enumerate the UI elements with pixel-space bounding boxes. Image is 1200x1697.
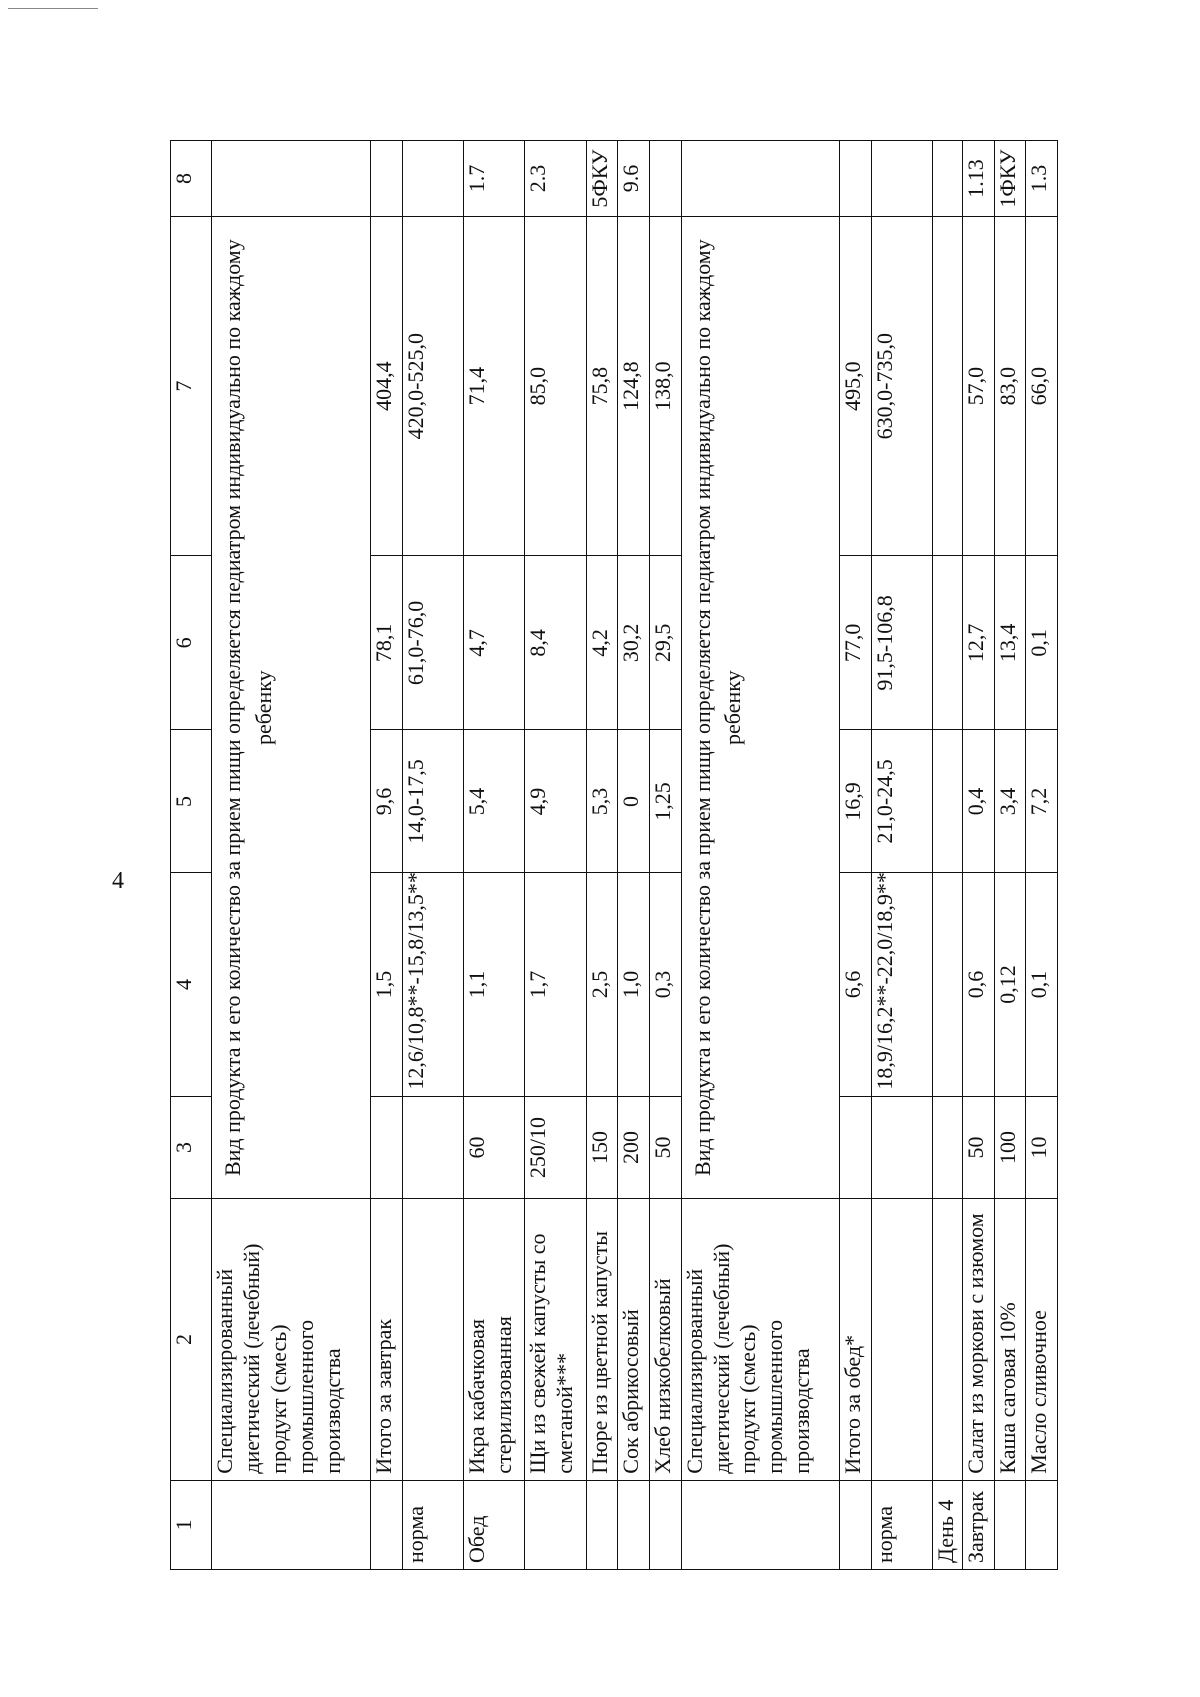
code-cell: 9.6 xyxy=(618,141,650,217)
energy-cell: 630,0-735,0 xyxy=(872,216,933,555)
header-cell: 8 xyxy=(171,141,212,217)
dish-name: Масло сливочное xyxy=(1026,1199,1058,1480)
meal-cell xyxy=(994,1480,1026,1569)
table-row-norma-lunch xyxy=(872,141,933,1570)
meal-cell xyxy=(681,1480,840,1569)
table-row-maslo xyxy=(1026,141,1058,1570)
table-row-itogo-lunch xyxy=(840,141,872,1570)
meal-cell: норма xyxy=(402,1480,463,1569)
header-cell: 1 xyxy=(171,1480,212,1569)
protein-cell: 0,12 xyxy=(994,873,1026,1096)
portion-cell: 10 xyxy=(1026,1096,1058,1199)
carb-cell: 61,0-76,0 xyxy=(402,556,463,730)
portion-cell: 50 xyxy=(962,1096,994,1199)
code-cell: 1ФКУ xyxy=(994,141,1026,217)
meal-cell xyxy=(212,1480,371,1569)
fat-cell: 7,2 xyxy=(1026,730,1058,873)
table-row-pyure xyxy=(586,141,618,1570)
protein-cell: 0,1 xyxy=(1026,873,1058,1096)
carb-cell: 4,7 xyxy=(463,556,524,730)
table-row-itogo-breakfast xyxy=(370,141,402,1570)
table-row-ikra xyxy=(463,141,524,1570)
day-cell: День 4 xyxy=(933,1480,962,1569)
carb-cell xyxy=(933,556,962,730)
carb-cell: 4,2 xyxy=(586,556,618,730)
energy-cell: 66,0 xyxy=(1026,216,1058,555)
code-cell: 1.3 xyxy=(1026,141,1058,217)
header-cell: 3 xyxy=(171,1096,212,1199)
protein-cell: 1,7 xyxy=(525,873,586,1096)
portion-cell: 200 xyxy=(618,1096,650,1199)
fat-cell: 0,4 xyxy=(962,730,994,873)
energy-cell: 57,0 xyxy=(962,216,994,555)
code-cell: 1.13 xyxy=(962,141,994,217)
protein-cell: 6,6 xyxy=(840,873,872,1096)
table-row-kasha xyxy=(994,141,1026,1570)
code-cell xyxy=(872,141,933,217)
dish-name xyxy=(872,1199,933,1480)
fat-cell: 5,4 xyxy=(463,730,524,873)
code-cell xyxy=(370,141,402,217)
portion-cell xyxy=(840,1096,872,1199)
dish-name xyxy=(402,1199,463,1480)
dish-name xyxy=(933,1199,962,1480)
carb-cell: 8,4 xyxy=(525,556,586,730)
fat-cell: 14,0-17,5 xyxy=(402,730,463,873)
header-cell: 6 xyxy=(171,556,212,730)
meal-cell xyxy=(1026,1480,1058,1569)
carb-cell: 0,1 xyxy=(1026,556,1058,730)
dish-name: Каша саговая 10% xyxy=(994,1199,1026,1480)
code-cell xyxy=(840,141,872,217)
carb-cell: 78,1 xyxy=(370,556,402,730)
table-row-specialized-breakfast xyxy=(212,141,371,1570)
fat-cell: 16,9 xyxy=(840,730,872,873)
protein-cell: 0,6 xyxy=(962,873,994,1096)
portion-cell xyxy=(370,1096,402,1199)
table-row-specialized-lunch xyxy=(681,141,840,1570)
carb-cell: 13,4 xyxy=(994,556,1026,730)
rotated-table-container xyxy=(170,140,1058,1570)
protein-cell: 1,1 xyxy=(463,873,524,1096)
meal-cell xyxy=(370,1480,402,1569)
scan-artifact-line xyxy=(8,8,98,9)
portion-cell: 50 xyxy=(649,1096,681,1199)
dish-name: Хлеб низкобелковый xyxy=(649,1199,681,1480)
carb-cell: 29,5 xyxy=(649,556,681,730)
table-row-sok xyxy=(618,141,650,1570)
table-row-hleb xyxy=(649,141,681,1570)
header-cell: 4 xyxy=(171,873,212,1096)
meal-cell xyxy=(840,1480,872,1569)
energy-cell xyxy=(933,216,962,555)
portion-cell: 60 xyxy=(463,1096,524,1199)
protein-cell: 18,9/16,2**-22,0/18,9** xyxy=(872,873,933,1096)
portion-cell xyxy=(933,1096,962,1199)
portion-cell xyxy=(402,1096,463,1199)
code-cell xyxy=(933,141,962,217)
energy-cell: 75,8 xyxy=(586,216,618,555)
page-number: 4 xyxy=(112,868,124,894)
energy-cell: 71,4 xyxy=(463,216,524,555)
energy-cell: 124,8 xyxy=(618,216,650,555)
dish-name: Итого за завтрак xyxy=(370,1199,402,1480)
carb-cell: 12,7 xyxy=(962,556,994,730)
meal-cell: норма xyxy=(872,1480,933,1569)
code-cell: 5ФКУ xyxy=(586,141,618,217)
energy-cell: 404,4 xyxy=(370,216,402,555)
energy-cell: 420,0-525,0 xyxy=(402,216,463,555)
dish-name: Итого за обед* xyxy=(840,1199,872,1480)
meal-cell: Завтрак xyxy=(962,1480,994,1569)
fat-cell: 0 xyxy=(618,730,650,873)
energy-cell: 495,0 xyxy=(840,216,872,555)
energy-cell: 85,0 xyxy=(525,216,586,555)
code-cell xyxy=(681,141,840,217)
pediatrician-note: Вид продукта и его количество за прием пищи определяется педиатром индивидуально по каждому ребенку xyxy=(681,216,840,1198)
header-cell: 7 xyxy=(171,216,212,555)
menu-nutrition-table xyxy=(170,140,1058,1570)
code-cell xyxy=(212,141,371,217)
dish-name: Салат из моркови с изюмом xyxy=(962,1199,994,1480)
meal-cell xyxy=(525,1480,586,1569)
meal-cell xyxy=(586,1480,618,1569)
dish-name: Специализированный диетический (лечебный) продукт (смесь) промышленного производства xyxy=(681,1199,840,1480)
dish-name: Специализированный диетический (лечебный) продукт (смесь) промышленного производства xyxy=(212,1199,371,1480)
header-cell: 2 xyxy=(171,1199,212,1480)
fat-cell xyxy=(933,730,962,873)
fat-cell: 21,0-24,5 xyxy=(872,730,933,873)
fat-cell: 9,6 xyxy=(370,730,402,873)
protein-cell: 0,3 xyxy=(649,873,681,1096)
fat-cell: 5,3 xyxy=(586,730,618,873)
fat-cell: 4,9 xyxy=(525,730,586,873)
pediatrician-note: Вид продукта и его количество за прием пищи определяется педиатром индивидуально по каждому ребенку xyxy=(212,216,371,1198)
protein-cell xyxy=(933,873,962,1096)
protein-cell: 12,6/10,8**-15,8/13,5** xyxy=(402,873,463,1096)
table-row-day4 xyxy=(933,141,962,1570)
table-row-shchi xyxy=(525,141,586,1570)
portion-cell: 150 xyxy=(586,1096,618,1199)
carb-cell: 77,0 xyxy=(840,556,872,730)
code-cell: 2.3 xyxy=(525,141,586,217)
protein-cell: 1,0 xyxy=(618,873,650,1096)
meal-cell: Обед xyxy=(463,1480,524,1569)
carb-cell: 30,2 xyxy=(618,556,650,730)
table-row-salat xyxy=(962,141,994,1570)
dish-name: Икра кабачковая стерилизованная xyxy=(463,1199,524,1480)
protein-cell: 1,5 xyxy=(370,873,402,1096)
meal-cell xyxy=(618,1480,650,1569)
code-cell xyxy=(649,141,681,217)
dish-name: Щи из свежей капусты со сметаной*** xyxy=(525,1199,586,1480)
carb-cell: 91,5-106,8 xyxy=(872,556,933,730)
portion-cell: 250/10 xyxy=(525,1096,586,1199)
energy-cell: 83,0 xyxy=(994,216,1026,555)
header-row xyxy=(171,141,212,1570)
meal-cell xyxy=(649,1480,681,1569)
fat-cell: 1,25 xyxy=(649,730,681,873)
energy-cell: 138,0 xyxy=(649,216,681,555)
table-row-norma-breakfast xyxy=(402,141,463,1570)
protein-cell: 2,5 xyxy=(586,873,618,1096)
fat-cell: 3,4 xyxy=(994,730,1026,873)
code-cell: 1.7 xyxy=(463,141,524,217)
portion-cell xyxy=(872,1096,933,1199)
dish-name: Пюре из цветной капусты xyxy=(586,1199,618,1480)
dish-name: Сок абрикосовый xyxy=(618,1199,650,1480)
code-cell xyxy=(402,141,463,217)
portion-cell: 100 xyxy=(994,1096,1026,1199)
header-cell: 5 xyxy=(171,730,212,873)
